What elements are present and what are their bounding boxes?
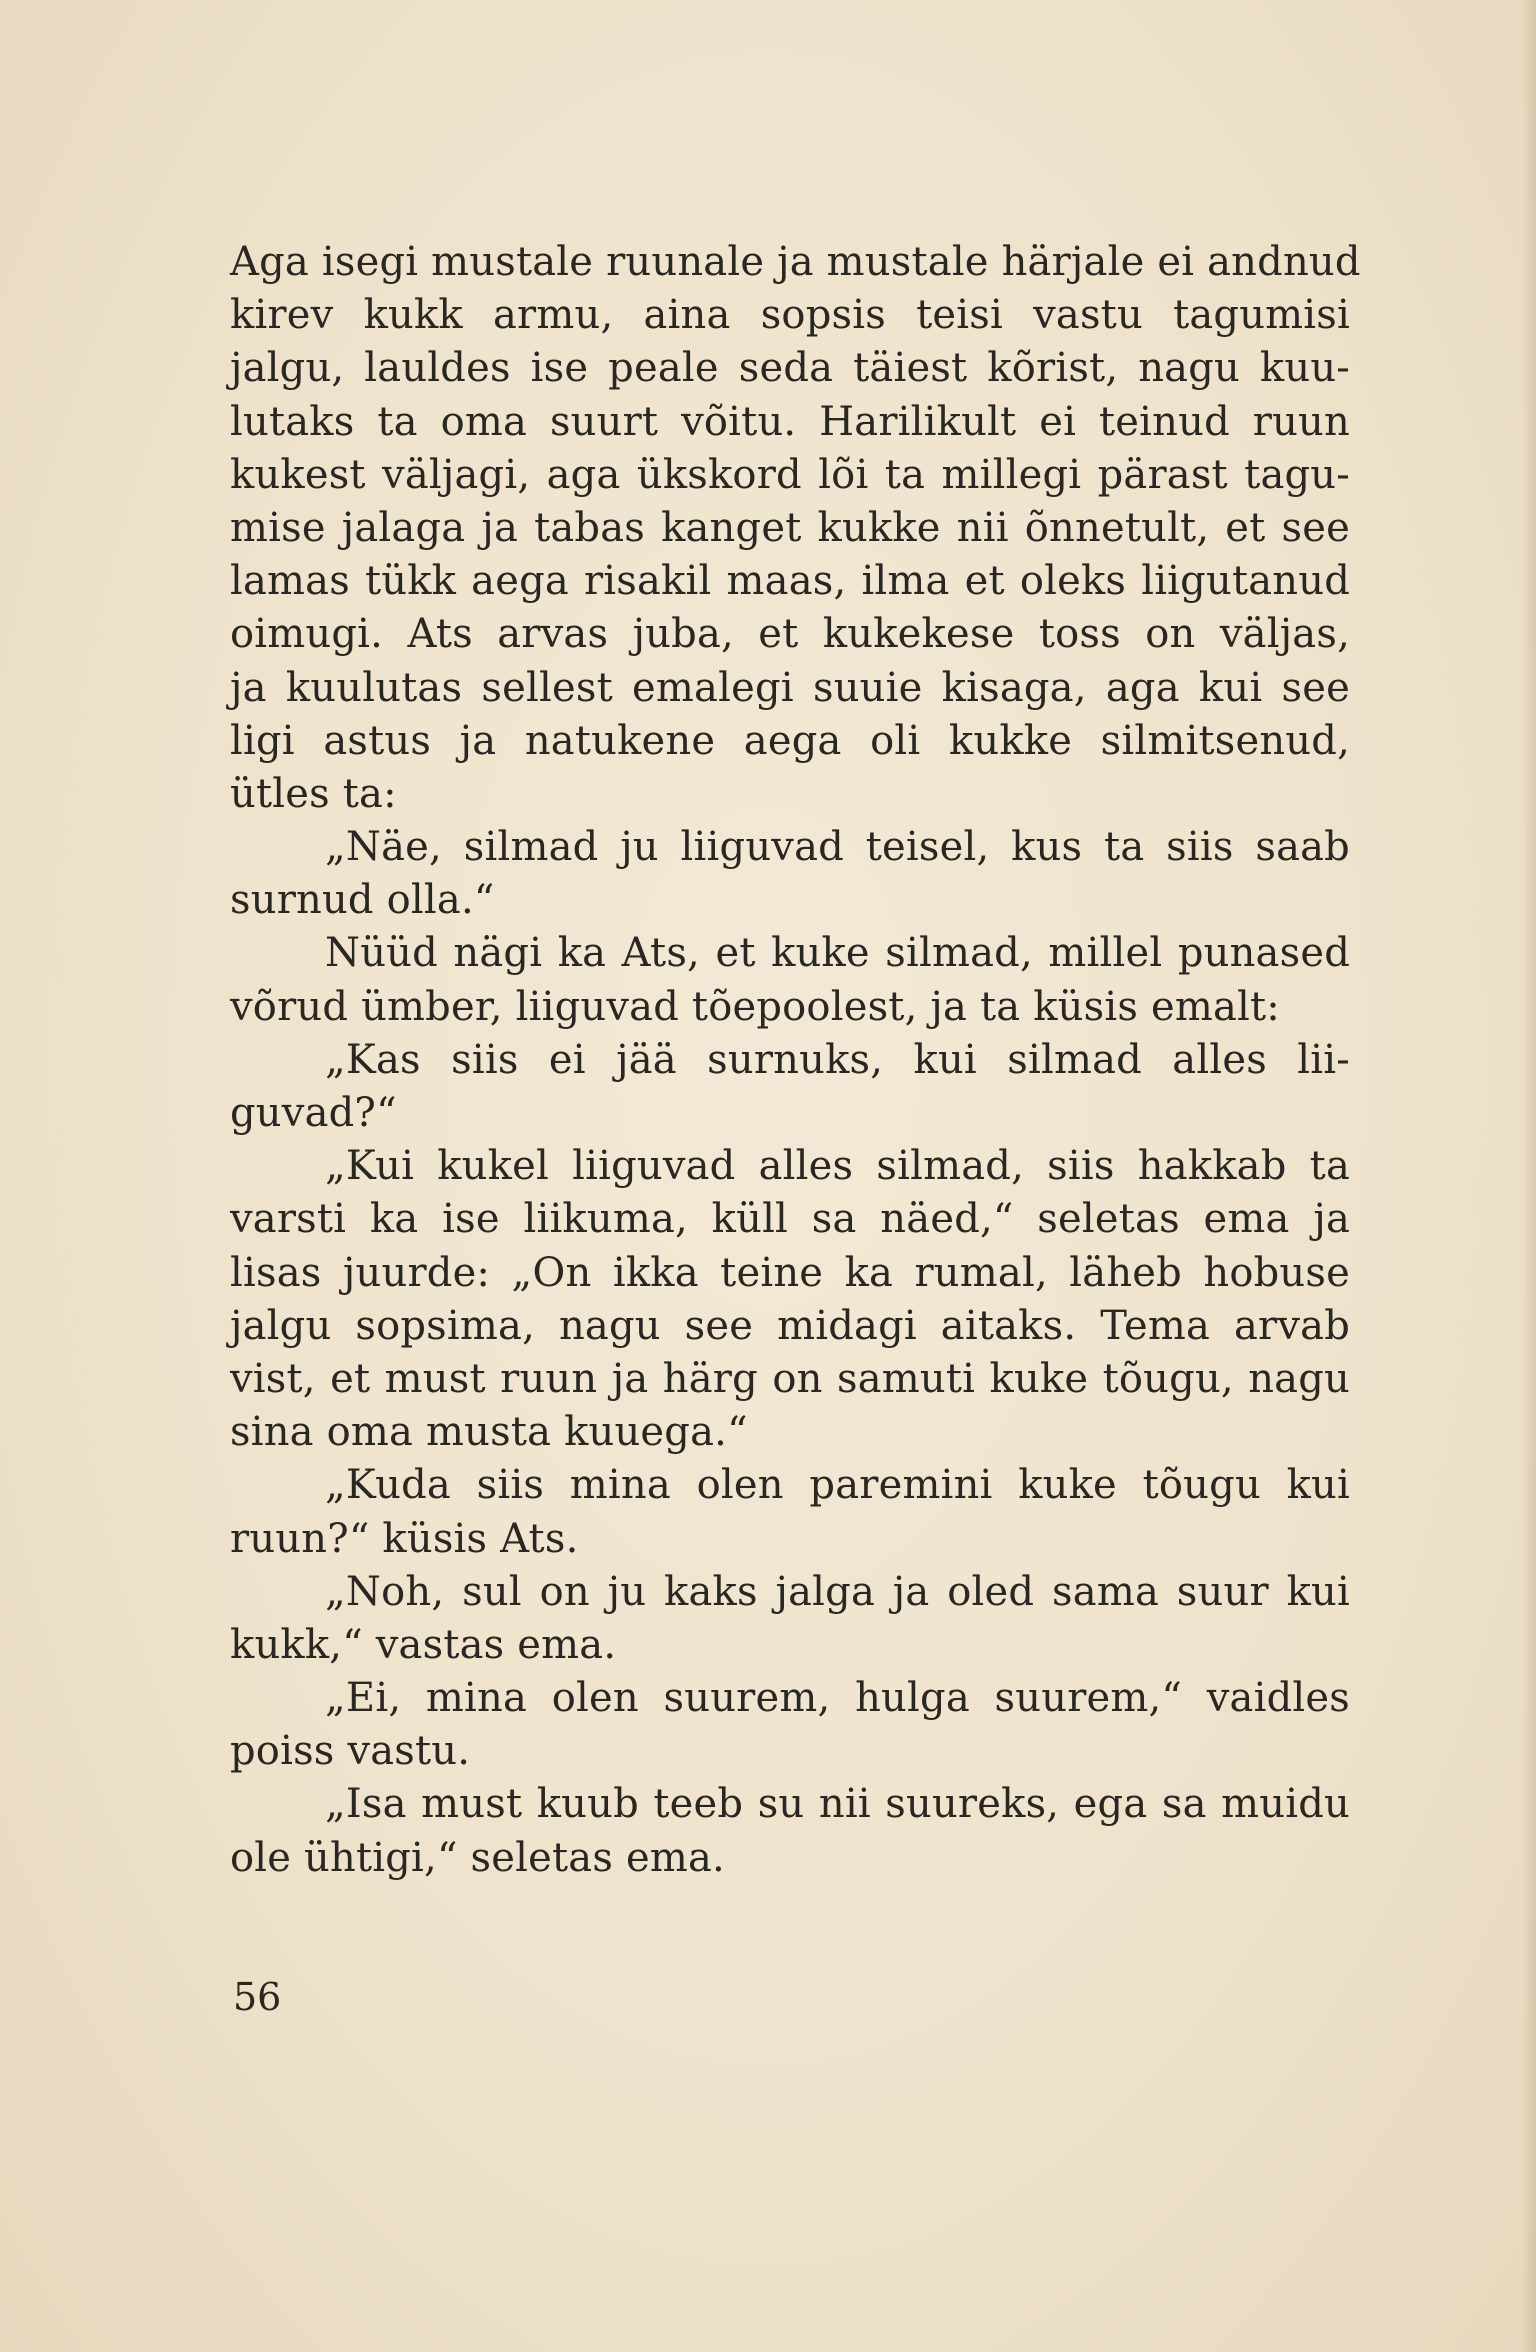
text-line: „Kuda siis mina olen paremini kuke tõugu kui	[325, 1462, 1350, 1509]
text-line: lutaks ta oma suurt võitu. Harilikult ei teinud ruun	[230, 398, 1350, 445]
body-text	[230, 236, 1361, 1885]
text-line: ligi astus ja natukene aega oli kukke silmitsenud,	[230, 717, 1350, 764]
text-line: Aga isegi mustale ruunale ja mustale härjale ei andnud	[230, 239, 1361, 285]
text-line: „Kas siis ei jää surnuks, kui silmad alles lii-	[325, 1036, 1350, 1083]
text-line: ruun?“ küsis Ats.	[230, 1515, 579, 1562]
text-line: võrud ümber, liiguvad tõepoolest, ja ta küsis emalt:	[230, 983, 1280, 1030]
page-number: 56	[233, 1975, 282, 2019]
text-line: oimugi. Ats arvas juba, et kukekese toss on väljas,	[230, 611, 1350, 658]
page-edge-shadow	[1522, 0, 1536, 2352]
text-line: lisas juurde: „On ikka teine ka rumal, läheb hobuse	[230, 1249, 1350, 1296]
text-line: ole ühtigi,“ seletas ema.	[230, 1834, 725, 1881]
text-line: sina oma musta kuuega.“	[230, 1409, 748, 1456]
text-line: kukest väljagi, aga ükskord lõi ta millegi pärast tagu-	[230, 451, 1350, 498]
text-line: „Näe, silmad ju liiguvad teisel, kus ta siis saab	[325, 824, 1350, 871]
text-line: surnud olla.“	[230, 877, 495, 924]
text-line: ja kuulutas sellest emalegi suuie kisaga, aga kui see	[230, 664, 1350, 711]
text-line: jalgu sopsima, nagu see midagi aitaks. Tema arvab	[230, 1302, 1350, 1349]
text-line: kirev kukk armu, aina sopsis teisi vastu tagumisi	[230, 292, 1350, 339]
text-line: vist, et must ruun ja härg on samuti kuke tõugu, nagu	[230, 1355, 1350, 1402]
text-line: „Kui kukel liiguvad alles silmad, siis hakkab ta	[325, 1143, 1350, 1190]
text-line: guvad?“	[230, 1090, 397, 1136]
text-line: Nüüd nägi ka Ats, et kuke silmad, millel punased	[325, 930, 1350, 977]
text-line: kukk,“ vastas ema.	[230, 1621, 617, 1668]
text-line: varsti ka ise liikuma, küll sa näed,“ seletas ema ja	[230, 1196, 1350, 1243]
text-line: „Isa must kuub teeb su nii suureks, ega sa muidu	[325, 1781, 1350, 1828]
text-line: mise jalaga ja tabas kanget kukke nii õnnetult, et see	[230, 504, 1350, 551]
text-line: lamas tükk aega risakil maas, ilma et oleks liigutanud	[230, 558, 1350, 605]
text-line: „Noh, sul on ju kaks jalga ja oled sama suur kui	[325, 1568, 1350, 1615]
text-line: ütles ta:	[230, 770, 397, 817]
text-line: poiss vastu.	[230, 1728, 471, 1775]
text-line: jalgu, lauldes ise peale seda täiest kõrist, nagu kuu-	[230, 345, 1350, 392]
text-line: „Ei, mina olen suurem, hulga suurem,“ vaidles	[325, 1675, 1350, 1722]
